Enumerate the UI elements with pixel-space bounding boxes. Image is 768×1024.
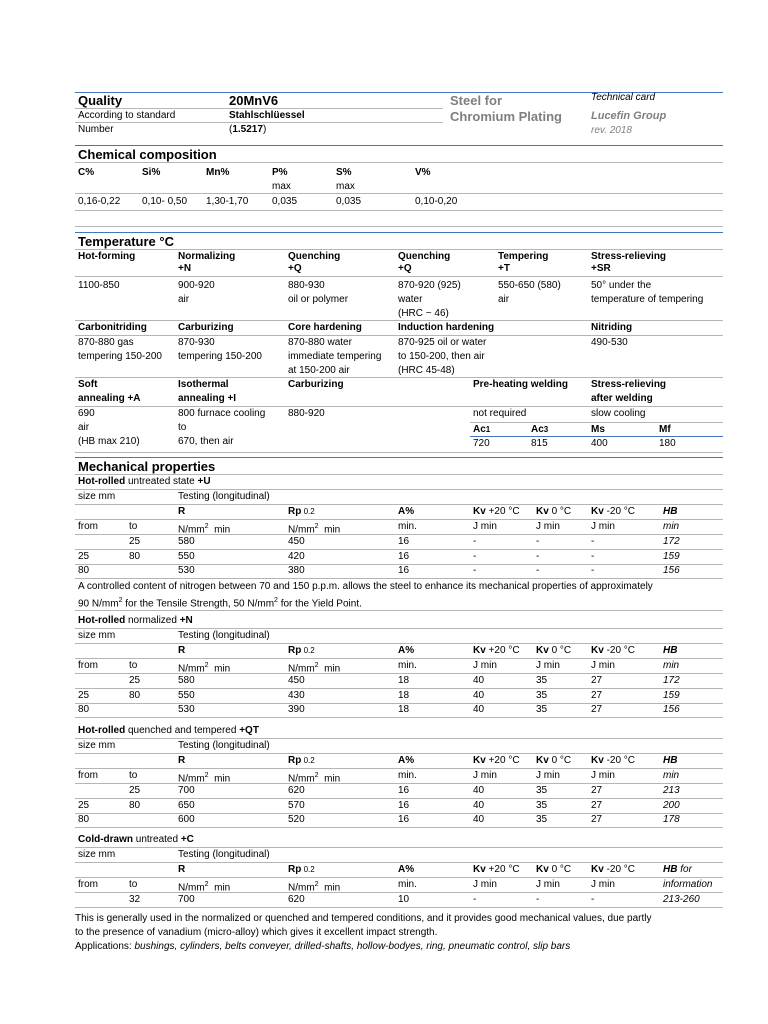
temp-stress-relieving-header: Stress-relieving +SR xyxy=(591,251,667,274)
unit-j-min: J min xyxy=(473,521,497,532)
unit-a-min: min. xyxy=(398,770,417,781)
table-rule xyxy=(75,643,723,644)
temp-quenching2-header: Quenching +Q xyxy=(398,251,451,274)
temp-core-hardening-header: Core hardening xyxy=(288,322,362,333)
crit-ms-value: 400 xyxy=(591,438,608,449)
table-cell: - xyxy=(591,550,595,562)
mech-block-title: Hot-rolled quenched and tempered +QT xyxy=(78,725,259,736)
table-cell: 10 xyxy=(398,894,410,905)
temp-hotforming-value: 1100-850 xyxy=(78,280,120,291)
table-cell: 35 xyxy=(536,799,548,811)
unit-j-min: J min xyxy=(536,521,560,532)
temp-carburizing-value: 870-930 tempering 150-200 xyxy=(178,337,262,362)
temp-stress-relieving-value: 50° under the temperature of tempering xyxy=(591,280,704,305)
table-cell: 172 xyxy=(663,675,680,686)
unit-from: from xyxy=(78,879,98,890)
number-label: Number xyxy=(78,124,114,135)
size-mm-label: size mm xyxy=(78,740,116,751)
col-head-r: R xyxy=(178,864,186,875)
table-rule xyxy=(75,862,723,863)
table-rule xyxy=(75,717,723,718)
chem-value-si: 0,10- 0,50 xyxy=(142,196,188,207)
table-rule xyxy=(75,673,723,674)
table-cell: 40 xyxy=(473,814,485,826)
table-cell: 530 xyxy=(178,565,195,577)
table-rule xyxy=(75,534,723,535)
table-cell: 25 xyxy=(129,785,141,796)
footer-line2: to the presence of vanadium (micro-alloy) which gives it excellent impact strength. xyxy=(75,927,438,938)
temperature-title: Temperature °C xyxy=(78,234,174,249)
chem-value-p: 0,035 xyxy=(272,196,298,207)
unit-to: to xyxy=(129,660,138,671)
table-rule xyxy=(75,907,723,908)
unit-j-min: J min xyxy=(536,660,560,671)
col-head-kv: Kv -20 °C xyxy=(591,645,636,656)
table-rule xyxy=(75,847,723,848)
table-cell: 25 xyxy=(78,550,90,562)
mech-block-title: Hot-rolled untreated state +U xyxy=(78,476,211,487)
chem-sub-s: max xyxy=(336,181,355,192)
group-name: Lucefin Group xyxy=(591,110,667,122)
table-cell: 430 xyxy=(288,689,305,701)
size-mm-label: size mm xyxy=(78,849,116,860)
table-cell: 35 xyxy=(536,689,548,701)
technical-card-label: Technical card xyxy=(591,92,656,103)
crit-mf-label: Mf xyxy=(659,424,671,435)
chem-value-c: 0,16-0,22 xyxy=(78,196,121,207)
nitrogen-note-line1: A controlled content of nitrogen between 70 and 150 p.p.m. allows the steel to enhance its mechanical properties of approximately xyxy=(78,581,653,592)
unit-j-min: J min xyxy=(473,660,497,671)
table-cell: 27 xyxy=(591,799,603,811)
temp-isothermal-value: 800 furnace cooling to 670, then air xyxy=(178,408,266,447)
table-cell: 27 xyxy=(591,704,603,716)
unit-from: from xyxy=(78,770,98,781)
table-cell: 80 xyxy=(78,814,90,826)
temp-isothermal-header: Isothermal annealing +I xyxy=(178,379,237,404)
table-cell: 16 xyxy=(398,550,410,562)
table-cell: 580 xyxy=(178,675,195,686)
mech-block-title: Hot-rolled normalized +N xyxy=(78,615,193,626)
table-cell: 18 xyxy=(398,675,410,686)
col-head-rp: Rp 0.2 xyxy=(288,506,315,517)
unit-a-min: min. xyxy=(398,521,417,532)
chem-value-v: 0,10-0,20 xyxy=(415,196,458,207)
col-head-r: R xyxy=(178,645,186,656)
unit-a-min: min. xyxy=(398,660,417,671)
col-head-kv: Kv +20 °C xyxy=(473,755,520,766)
table-cell: 80 xyxy=(78,704,90,716)
col-head-hb: HB for xyxy=(663,864,692,875)
table-cell: 550 xyxy=(178,689,195,701)
col-head-a: A% xyxy=(398,645,415,656)
table-cell: 580 xyxy=(178,536,195,547)
col-head-kv: Kv 0 °C xyxy=(536,506,572,517)
unit-nmm2: $N/mm^2$ min xyxy=(288,772,341,785)
unit-j-min: J min xyxy=(591,770,615,781)
table-cell: - xyxy=(536,565,540,577)
table-cell: 159 xyxy=(663,550,680,562)
temp-soft-annealing-value: 690 air (HB max 210) xyxy=(78,408,140,447)
temp-carburizing2-header: Carburizing xyxy=(288,379,344,390)
unit-j-min: J min xyxy=(473,879,497,890)
unit-to: to xyxy=(129,521,138,532)
crit-ms-label: Ms xyxy=(591,424,605,435)
table-rule xyxy=(75,489,723,490)
mech-block-title: Cold-drawn untreated +C xyxy=(78,834,194,845)
temp-nitriding-header: Nitriding xyxy=(591,322,633,333)
nitrogen-note-line2: 90 $N/mm^2$ for the Tensile Strength, 50 $N/mm^2$ for the Yield Point. xyxy=(78,597,362,610)
temp-nitriding-value: 490-530 xyxy=(591,337,628,348)
temp-carburizing2-value: 880-920 xyxy=(288,408,325,419)
col-head-r: R xyxy=(178,755,186,766)
unit-j-min: J min xyxy=(536,770,560,781)
chem-sub-p: max xyxy=(272,181,291,192)
table-cell: 16 xyxy=(398,799,410,811)
table-cell: 18 xyxy=(398,689,410,701)
crit-mf-value: 180 xyxy=(659,438,676,449)
col-head-kv: Kv +20 °C xyxy=(473,864,520,875)
table-cell: 32 xyxy=(129,894,141,905)
temp-quenching-value: 880-930 oil or polymer xyxy=(288,280,349,305)
table-cell: 620 xyxy=(288,894,305,905)
unit-nmm2: $N/mm^2$ min xyxy=(288,881,341,894)
applications-line: Applications: bushings, cylinders, belts conveyer, drilled-shafts, hollow-bodyes, ring, pneumatic control, slip bars xyxy=(75,941,571,952)
unit-a-min: min. xyxy=(398,879,417,890)
table-cell: 16 xyxy=(398,814,410,826)
temp-hotforming-header: Hot-forming xyxy=(78,251,136,262)
table-rule xyxy=(75,877,723,878)
temp-preheating-header: Pre-heating welding xyxy=(473,379,569,390)
table-rule xyxy=(75,827,723,828)
table-cell: - xyxy=(536,894,540,905)
temp-tempering-value: 550-650 (580) air xyxy=(498,280,561,305)
crit-ac1-label: Ac1 xyxy=(473,424,491,435)
col-head-kv: Kv +20 °C xyxy=(473,506,520,517)
table-cell: 159 xyxy=(663,689,680,701)
table-cell: 27 xyxy=(591,675,603,686)
unit-to: to xyxy=(129,879,138,890)
table-cell: 25 xyxy=(129,536,141,547)
table-rule xyxy=(75,768,723,769)
table-cell: 35 xyxy=(536,704,548,716)
table-cell: 650 xyxy=(178,799,195,811)
table-cell: - xyxy=(473,536,477,547)
unit-hb-min: min xyxy=(663,660,680,671)
table-cell: - xyxy=(473,565,477,577)
table-cell: 530 xyxy=(178,704,195,716)
table-rule xyxy=(75,519,723,520)
testing-label: Testing (longitudinal) xyxy=(178,491,270,502)
temp-normalizing-header: Normalizing +N xyxy=(178,251,236,274)
table-cell: 156 xyxy=(663,565,680,577)
table-cell: 380 xyxy=(288,565,305,577)
testing-label: Testing (longitudinal) xyxy=(178,630,270,641)
table-cell: 27 xyxy=(591,785,603,796)
unit-j-min: J min xyxy=(473,770,497,781)
table-cell: - xyxy=(536,536,540,547)
table-cell: 80 xyxy=(129,799,141,811)
col-head-kv: Kv +20 °C xyxy=(473,645,520,656)
table-cell: - xyxy=(591,894,595,905)
chem-header-c: C% xyxy=(78,167,95,178)
table-cell: 550 xyxy=(178,550,195,562)
steel-for-line2: Chromium Plating xyxy=(450,109,562,124)
col-head-rp: Rp 0.2 xyxy=(288,755,315,766)
table-cell: 200 xyxy=(663,799,680,811)
col-head-rp: Rp 0.2 xyxy=(288,864,315,875)
table-cell: 178 xyxy=(663,814,680,826)
chem-header-si: Si% xyxy=(142,167,161,178)
chem-value-s: 0,035 xyxy=(336,196,362,207)
mechanical-title: Mechanical properties xyxy=(78,459,216,474)
col-head-hb: HB xyxy=(663,755,678,766)
chemical-title: Chemical composition xyxy=(78,147,217,162)
unit-nmm2: $N/mm^2$ min xyxy=(288,523,341,536)
table-rule xyxy=(75,783,723,784)
table-cell: 700 xyxy=(178,894,195,905)
unit-nmm2: $N/mm^2$ min xyxy=(178,881,231,894)
table-cell: 390 xyxy=(288,704,305,716)
table-cell: 16 xyxy=(398,785,410,796)
unit-hb-min: information xyxy=(663,879,713,890)
footer-line1: This is generally used in the normalized or quenched and tempered conditions, and it provides good mechanical values, due partly xyxy=(75,913,652,924)
col-head-kv: Kv -20 °C xyxy=(591,755,636,766)
col-head-kv: Kv 0 °C xyxy=(536,645,572,656)
table-rule xyxy=(75,504,723,505)
temp-quenching-header: Quenching +Q xyxy=(288,251,341,274)
col-head-hb: HB xyxy=(663,645,678,656)
table-cell: 40 xyxy=(473,704,485,716)
table-cell: 156 xyxy=(663,704,680,716)
table-cell: 35 xyxy=(536,785,548,796)
col-head-r: R xyxy=(178,506,186,517)
col-head-rp: Rp 0.2 xyxy=(288,645,315,656)
table-cell: 35 xyxy=(536,675,548,686)
temp-induction-hardening-header: Induction hardening xyxy=(398,322,495,333)
temp-induction-hardening-value: 870-925 oil or water to 150-200, then air (HRC 45-48) xyxy=(398,337,487,376)
unit-from: from xyxy=(78,660,98,671)
temp-stress-welding-header: Stress-relieving after welding xyxy=(591,379,667,404)
table-cell: 40 xyxy=(473,675,485,686)
unit-j-min: J min xyxy=(591,521,615,532)
crit-ac1-value: 720 xyxy=(473,438,490,449)
chem-value-mn: 1,30-1,70 xyxy=(206,196,249,207)
temp-tempering-header: Tempering +T xyxy=(498,251,549,274)
crit-ac3-value: 815 xyxy=(531,438,548,449)
unit-to: to xyxy=(129,770,138,781)
table-rule xyxy=(75,738,723,739)
col-head-kv: Kv 0 °C xyxy=(536,755,572,766)
crit-ac3-label: Ac3 xyxy=(531,424,549,435)
unit-nmm2: $N/mm^2$ min xyxy=(178,772,231,785)
unit-nmm2: $N/mm^2$ min xyxy=(178,662,231,675)
revision: rev. 2018 xyxy=(591,125,632,136)
testing-label: Testing (longitudinal) xyxy=(178,849,270,860)
table-cell: 80 xyxy=(129,550,141,562)
table-cell: 80 xyxy=(129,689,141,701)
unit-from: from xyxy=(78,521,98,532)
col-head-a: A% xyxy=(398,864,415,875)
table-cell: 172 xyxy=(663,536,680,547)
table-cell: 450 xyxy=(288,675,305,686)
table-cell: 25 xyxy=(129,675,141,686)
table-cell: 520 xyxy=(288,814,305,826)
table-cell: - xyxy=(473,550,477,562)
table-cell: 600 xyxy=(178,814,195,826)
col-head-a: A% xyxy=(398,755,415,766)
table-cell: 213 xyxy=(663,785,680,796)
table-cell: 16 xyxy=(398,536,410,547)
chem-header-mn: Mn% xyxy=(206,167,230,178)
size-mm-label: size mm xyxy=(78,491,116,502)
table-cell: 213-260 xyxy=(663,894,700,905)
chem-header-s: S% xyxy=(336,167,352,178)
table-cell: - xyxy=(473,894,477,905)
table-rule xyxy=(75,578,723,579)
table-rule xyxy=(75,658,723,659)
col-head-hb: HB xyxy=(663,506,678,517)
table-cell: 25 xyxy=(78,689,90,701)
quality-value: 20MnV6 xyxy=(229,93,279,108)
table-cell: - xyxy=(591,565,595,577)
table-cell: 16 xyxy=(398,565,410,577)
unit-nmm2: $N/mm^2$ min xyxy=(288,662,341,675)
standard-value: Stahlschlüessel xyxy=(229,110,305,121)
chem-header-v: V% xyxy=(415,167,431,178)
table-cell: 420 xyxy=(288,550,305,562)
number-value: (1.5217) xyxy=(229,124,267,135)
table-cell: 700 xyxy=(178,785,195,796)
quality-label: Quality xyxy=(78,93,123,108)
unit-j-min: J min xyxy=(591,879,615,890)
table-cell: 27 xyxy=(591,814,603,826)
temp-carbonitriding-header: Carbonitriding xyxy=(78,322,147,333)
standard-label: According to standard xyxy=(78,110,176,121)
chem-header-p: P% xyxy=(272,167,288,178)
table-cell: - xyxy=(536,550,540,562)
table-cell: - xyxy=(591,536,595,547)
col-head-a: A% xyxy=(398,506,415,517)
steel-for-line1: Steel for xyxy=(450,93,503,108)
temp-carbonitriding-value: 870-880 gas tempering 150-200 xyxy=(78,337,162,362)
size-mm-label: size mm xyxy=(78,630,116,641)
testing-label: Testing (longitudinal) xyxy=(178,740,270,751)
temp-preheating-value: not required xyxy=(473,408,527,419)
table-cell: 27 xyxy=(591,689,603,701)
unit-hb-min: min xyxy=(663,770,680,781)
table-cell: 80 xyxy=(78,565,90,577)
unit-j-min: J min xyxy=(591,660,615,671)
temp-soft-annealing-header: Soft annealing +A xyxy=(78,379,141,404)
table-rule xyxy=(75,892,723,893)
col-head-kv: Kv -20 °C xyxy=(591,506,636,517)
table-cell: 35 xyxy=(536,814,548,826)
table-cell: 18 xyxy=(398,704,410,716)
table-cell: 25 xyxy=(78,799,90,811)
table-cell: 40 xyxy=(473,785,485,796)
col-head-kv: Kv 0 °C xyxy=(536,864,572,875)
unit-nmm2: $N/mm^2$ min xyxy=(178,523,231,536)
table-cell: 450 xyxy=(288,536,305,547)
temp-quenching2-value: 870-920 (925) water (HRC ~ 46) xyxy=(398,280,461,319)
unit-hb-min: min xyxy=(663,521,680,532)
temp-core-hardening-value: 870-880 water immediate tempering at 150-200 air xyxy=(288,337,382,376)
table-rule xyxy=(75,753,723,754)
temp-normalizing-value: 900-920 air xyxy=(178,280,215,305)
table-cell: 40 xyxy=(473,799,485,811)
temp-carburizing-header: Carburizing xyxy=(178,322,234,333)
table-rule xyxy=(75,628,723,629)
table-cell: 40 xyxy=(473,689,485,701)
col-head-kv: Kv -20 °C xyxy=(591,864,636,875)
temp-stress-welding-value: slow cooling xyxy=(591,408,646,419)
table-cell: 570 xyxy=(288,799,305,811)
unit-j-min: J min xyxy=(536,879,560,890)
table-cell: 620 xyxy=(288,785,305,796)
